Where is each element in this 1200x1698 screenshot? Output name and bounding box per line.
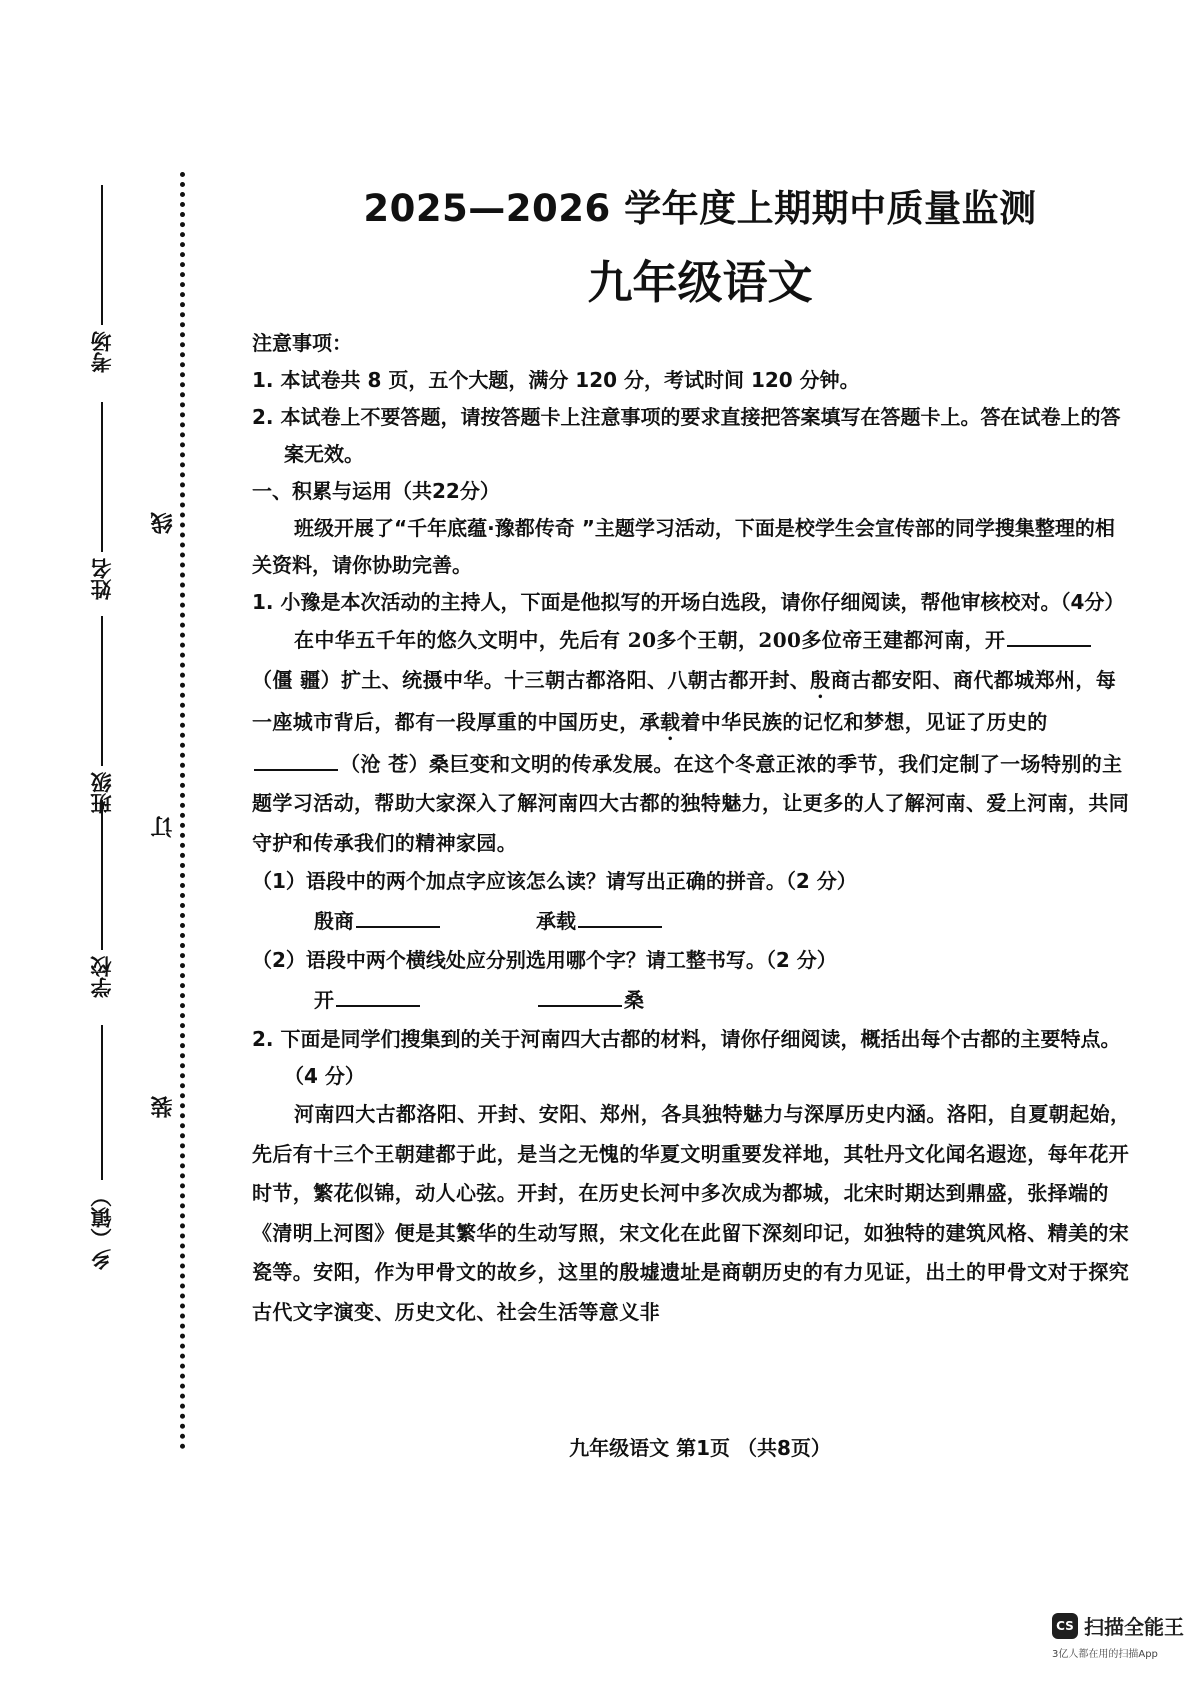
page-footer: 九年级语文 第1页 （共8页） xyxy=(569,1436,831,1460)
question-2-passage: 河南四大古都洛阳、开封、安阳、郑州，各具独特魅力与深厚历史内涵。洛阳，自夏朝起始，先后有十三个王朝建都于此，是当之无愧的华夏文明重要发祥地，其牡丹文化闻名遐迩，每年花开时节，繁花似锦，动人心弦。开封，在历史长河中多次成为都城，北宋时期达到鼎盛，张择端的《清明上河图》便是其繁华的生动写照，宋文化在此留下深刻印记，如独特的建筑风格、精美的宋瓷等。安阳，作为甲骨文的故乡，这里的殷墟遗址是商朝历史的有力见证，出土的甲骨文对于探究古代文字演变、历史文化、社会生活等意义非 xyxy=(252,1102,1131,1324)
bind-field-school xyxy=(72,800,132,998)
bind-underline xyxy=(101,185,103,325)
subquestion-1-stem: （1）语段中的两个加点字应该怎么读？请写出正确的拼音。（2 分） xyxy=(252,869,857,893)
bind-field-exam-room xyxy=(72,185,132,373)
answer-blank xyxy=(1007,621,1091,647)
passage-text: 在中华五千年的悠久文明中，先后有 20多个王朝，200多位帝王建都河南，开 xyxy=(294,628,1006,652)
answer-cell xyxy=(314,981,536,1019)
passage-text: 商古都安阳、商代都城郑州，每一座城市背后，都有一段厚重的中国历史，承 xyxy=(252,667,1117,734)
bind-label-class: 班级 xyxy=(90,772,114,814)
answer-blank xyxy=(254,745,338,771)
answer-label: 开 xyxy=(314,988,334,1012)
bind-underline xyxy=(101,616,103,766)
subquestion-1-answers xyxy=(252,902,1132,940)
notice-heading: 注意事项： xyxy=(252,331,352,355)
bind-underline xyxy=(101,1025,103,1180)
notice-item: 2. 本试卷上不要答题，请按答题卡上注意事项的要求直接把答案填写在答题卡上。答在试卷上的答案无效。 xyxy=(252,405,1121,466)
passage-text: （沧 苍）桑巨变和文明的传承发展。在这个冬意正浓的季节，我们定制了一场特别的主题学习活动，帮助大家深入了解河南四大古都的独特魅力，让更多的人了解河南、爱上河南，共同守护和传承我们的精神家园。 xyxy=(252,751,1130,855)
exam-content xyxy=(252,325,1132,1332)
subquestion-2-stem: （2）语段中两个横线处应分别选用哪个字？请工整书写。（2 分） xyxy=(252,948,837,972)
dotted-character: 载 xyxy=(660,709,681,734)
fold-mark-bind: 装 xyxy=(148,1092,180,1122)
answer-label: 殷商 xyxy=(314,909,354,933)
notice-item: 1. 本试卷共 8 页，五个大题，满分 120 分，考试时间 120 分钟。 xyxy=(252,368,860,392)
binding-dotted-line xyxy=(180,172,185,1450)
answer-blank xyxy=(538,981,622,1007)
bind-label-school: 学校 xyxy=(90,956,114,998)
bind-label-exam-room: 考场 xyxy=(90,331,114,373)
bind-underline xyxy=(101,402,103,552)
binding-margin xyxy=(0,0,140,1698)
watermark-tagline: 3亿人都在用的扫描App xyxy=(1052,1649,1158,1660)
question-2-stem: 2. 下面是同学们搜集到的关于河南四大古都的材料，请你仔细阅读，概括出每个古都的主要特点。（4 分） xyxy=(252,1027,1121,1088)
question-1-stem: 1. 小豫是本次活动的主持人，下面是他拟写的开场白选段，请你仔细阅读，帮他审核校对。（4分） xyxy=(252,590,1125,614)
bind-field-town xyxy=(72,1025,132,1270)
scanner-watermark xyxy=(1052,1611,1200,1691)
subquestion-2-answers xyxy=(252,981,1132,1019)
answer-cell xyxy=(314,902,536,940)
watermark-name: 扫描全能王 xyxy=(1084,1615,1184,1639)
dotted-character: 殷 xyxy=(810,667,831,692)
answer-label: 桑 xyxy=(624,988,644,1012)
answer-blank xyxy=(578,902,662,928)
answer-cell xyxy=(536,981,758,1019)
answer-label: 承载 xyxy=(536,909,576,933)
passage-text: 着中华民族的记忆和梦想，见证了历史的 xyxy=(680,709,1048,734)
question-1-passage xyxy=(252,621,1132,863)
answer-cell xyxy=(536,902,758,940)
exam-title: 2025—2026 学年度上期期中质量监测 xyxy=(363,187,1037,230)
bind-underline xyxy=(101,800,103,950)
answer-blank xyxy=(336,981,420,1007)
bind-field-class xyxy=(72,616,132,814)
watermark-brand xyxy=(1052,1611,1200,1640)
camscanner-logo-icon: CS xyxy=(1052,1613,1078,1639)
bind-field-name xyxy=(72,402,132,600)
section-title: 一、积累与运用（共22分） xyxy=(252,479,500,503)
bind-label-name: 姓名 xyxy=(90,558,114,600)
passage-text: （僵 疆）扩土、统摄中华。十三朝古都洛阳、八朝古都开封、 xyxy=(252,667,811,692)
fold-mark-line: 线 xyxy=(148,508,180,538)
bind-label-town: 乡（镇） xyxy=(90,1186,114,1270)
fold-mark-staple: 订 xyxy=(148,812,180,842)
section-intro: 班级开展了“千年底蕴·豫都传奇 ”主题学习活动，下面是校学生会宣传部的同学搜集整理的相关资料，请你协助完善。 xyxy=(252,516,1115,577)
answer-blank xyxy=(356,902,440,928)
subject-title: 九年级语文 xyxy=(587,256,813,309)
